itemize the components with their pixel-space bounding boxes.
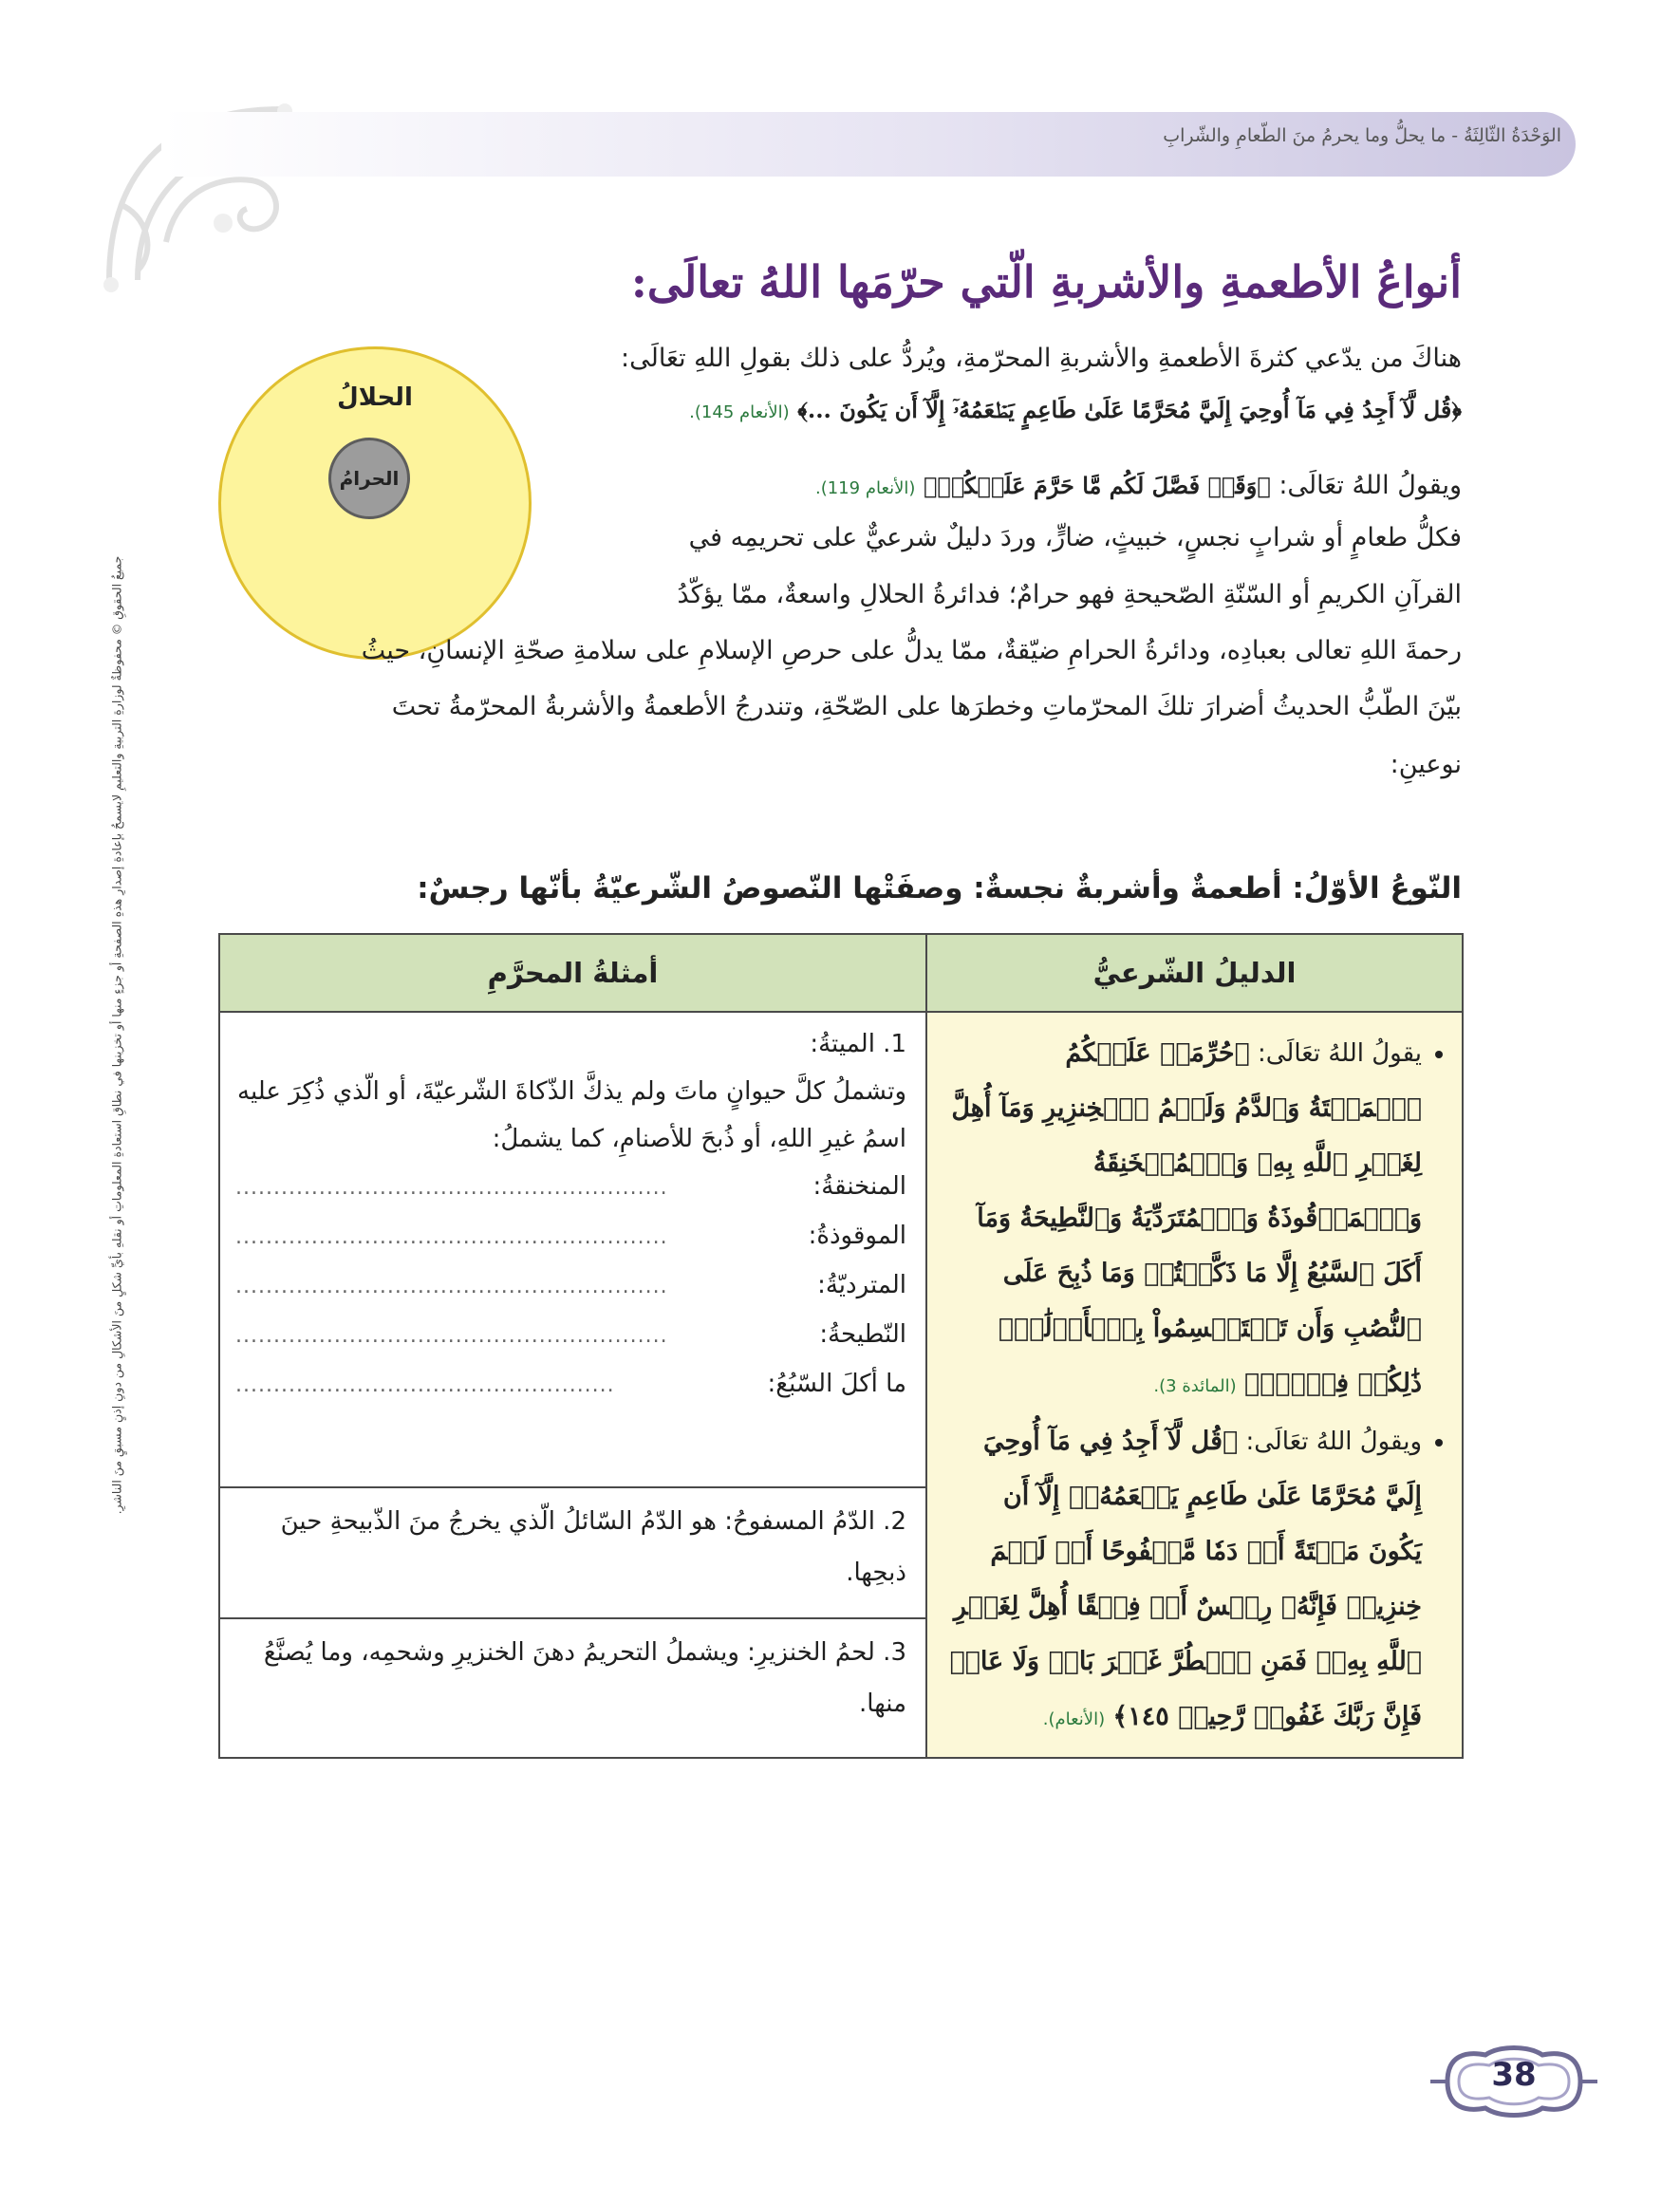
header-evidence: الدليلُ الشّرعيُّ (926, 934, 1463, 1012)
evidence-reference: (الأنعام). (1042, 1709, 1106, 1729)
page-title: أنواعُ الأطعمةِ والأشربةِ الّتي حرّمَها اللهُ تعالَى: (630, 256, 1462, 308)
example-cell-2: 2. الدّمُ المسفوحُ: هو الدّمُ السّائلُ الّذي يخرجُ منَ الذّبيحةِ حينَ ذبحِها. (219, 1487, 926, 1618)
example-cell-3: 3. لحمُ الخنزيرِ: ويشملُ التحريمُ دهنَ الخنزيرِ وشحمِه، وما يُصنَّعُ منها. (219, 1618, 926, 1758)
intro-paragraph-1: هناكَ من يدّعي كثرةَ الأطعمةِ والأشربةِ المحرّمةِ، ويُردُّ على ذلك بقولِ اللهِ تعَالَى: (621, 344, 1462, 373)
evidence-item (944, 1026, 1422, 1414)
fill-blank[interactable]: ......................................................... (235, 1176, 668, 1200)
fill-label: المترديّةُ: (817, 1271, 906, 1299)
intro-paragraph-line: نوعينِ: (1390, 750, 1462, 779)
header-examples: أمثلةُ المحرَّمِ (219, 934, 926, 1012)
fill-row (235, 1212, 906, 1261)
fill-row (235, 1163, 906, 1212)
intro-paragraph-line: القرآنِ الكريمِ أو السّنّةِ الصّحيحةِ فهو حرامٌ؛ فدائرةُ الحلالِ واسعةٌ، ممّا يؤكّدُ (677, 580, 1462, 609)
page-number: 38 (1491, 2056, 1537, 2094)
verse-lead: ويقولُ اللهُ تعَالَى: (1279, 471, 1462, 500)
verse-text: ﴿وَقَدۡ فَصَّلَ لَكُم مَّا حَرَّمَ عَلَيۡكُمۡ﴾ (924, 472, 1271, 499)
intro-paragraph-line: فكلُّ طعامٍ أو شرابٍ نجسٍ، خبيثٍ، ضارٍّ، وردَ دليلٌ شرعيٌّ على تحريمِه في (688, 523, 1462, 552)
verse-reference: (الأنعام 119). (814, 478, 916, 498)
evidence-lead: يقولُ اللهُ تعَالَى: (1258, 1039, 1422, 1068)
evidence-cell (926, 1012, 1463, 1758)
table-row (219, 1012, 1463, 1487)
fill-blank[interactable]: ......................................................... (235, 1225, 668, 1249)
fill-label: المنخنقةُ: (812, 1172, 906, 1201)
example-title: 1. الميتةُ: (810, 1030, 906, 1058)
fill-label: النّطيحةُ: (819, 1320, 906, 1349)
haram-label: الحرامُ (339, 467, 400, 490)
evidence-verse: ﴿قُل لَّآ أَجِدُ فِي مَآ أُوحِيَ إِلَيَّ مُحَرَّمًا عَلَىٰ طَاعِمٍ يَطۡعَمُهُۥٓ إِلَّآ أَن يَكُونَ مَيۡتَةً أَوۡ دَمٗا مَّسۡفُوحًا أَوۡ لَحۡمَ خِنزِيرٖ فَإِنَّهُۥ رِجۡسٌ أَوۡ فِسۡقًا أُهِلَّ لِغَيۡرِ ٱللَّهِ بِهِۦۚ فَمَنِ ٱضۡطُرَّ غَيۡرَ بَاغٖ وَلَا عَادٖ فَإِنَّ رَبَّكَ غَفُورٞ رَّحِيمٞ ١٤٥﴾ (949, 1427, 1422, 1731)
intro-paragraph-line: بيّنَ الطّبُّ الحديثُ أضرارَ تلكَ المحرّماتِ وخطرَها على الصّحّةِ، وتندرجُ الأطعمةُ والأشربةُ المحرّمةُ تحتَ (391, 692, 1462, 721)
evidence-lead: ويقولُ اللهُ تعَالَى: (1245, 1428, 1422, 1456)
example-text: وتشملُ كلَّ حيوانٍ ماتَ ولم يذكَّ الذّكاةَ الشّرعيّةَ، أو الّذي ذُكِرَ عليه اسمُ غيرِ اللهِ، أو ذُبحَ للأصنامِ، كما يشملُ: (237, 1077, 906, 1153)
fill-blank[interactable]: .................................................. (235, 1373, 615, 1397)
intro-verse-1 (689, 395, 1462, 424)
evidence-verse: ﴿حُرِّمَتۡ عَلَيۡكُمُ ٱلۡمَيۡتَةُ وَٱلدَّمُ وَلَحۡمُ ٱلۡخِنزِيرِ وَمَآ أُهِلَّ لِغَيۡرِ ٱللَّهِ بِهِۦ وَٱلۡمُنۡخَنِقَةُ وَٱلۡمَوۡقُوذَةُ وَٱلۡمُتَرَدِّيَةُ وَٱلنَّطِيحَةُ وَمَآ أَكَلَ ٱلسَّبُعُ إِلَّا مَا ذَكَّيۡتُمۡ وَمَا ذُبِحَ عَلَى ٱلنُّصُبِ وَأَن تَسۡتَقۡسِمُواْ بِٱلۡأَزۡلَٰمِۚ ذَٰلِكُمۡ فِسۡقٌۗ﴾ (951, 1038, 1422, 1398)
verse-text: ﴿قُل لَّآ أَجِدُ فِي مَآ أُوحِيَ إِلَيَّ مُحَرَّمًا عَلَىٰ طَاعِمٍ يَطۡعَمُهُۥٓ إِلَّآ أَن يَكُونَ ...﴾ (797, 396, 1462, 423)
halal-label: الحلالُ (337, 383, 413, 412)
haram-circle (328, 438, 410, 519)
fill-blank[interactable]: ......................................................... (235, 1275, 668, 1298)
table-header-row (219, 934, 1463, 1012)
section-title: النّوعُ الأوّلُ: أطعمةٌ وأشربةٌ نجسةٌ: وصفَتْها النّصوصُ الشّرعيّةُ بأنّها رجسٌ: (417, 871, 1462, 905)
example-cell-1 (219, 1012, 926, 1487)
copyright-notice: جميعُ الحقوقِ © محفوظةٌ لوزارةِ التربيةِ والتعليمِ لايسمحُ بإعادةِ إصدارِ هذهِ الصفحةِ أو جزءٍ منها أو تخزينها في نطاقِ استعادةِ المعلوماتِ أو نقلهِ بأيِّ شكلٍ منَ الأشكالِ من دونِ إذنٍ مسبقٍ منَ الناشرِ. (109, 555, 124, 1514)
fill-label: ما أكلَ السّبُعُ: (767, 1370, 906, 1398)
fill-row (235, 1311, 906, 1360)
evidence-item (944, 1414, 1422, 1747)
fill-row (235, 1360, 906, 1410)
intro-paragraph-line: رحمةَ اللهِ تعالى بعبادِه، ودائرةُ الحرامِ ضيّقةٌ، ممّا يدلُّ على حرصِ الإسلامِ على سلامةِ صحّةِ الإنسانِ، حيثُ (361, 636, 1462, 665)
fill-blank[interactable]: ......................................................... (235, 1324, 668, 1348)
forbidden-foods-table (218, 933, 1464, 1759)
fill-row (235, 1261, 906, 1311)
halal-circle (218, 346, 532, 660)
intro-verse-2 (815, 471, 1462, 500)
fill-label: الموقوذةُ: (808, 1222, 906, 1250)
verse-reference: (الأنعام 145). (689, 402, 790, 422)
evidence-reference: (المائدة 3). (1153, 1376, 1237, 1396)
unit-header-text: الوَحْدَةُ الثّالِثَةُ - ما يحلُّ وما يحرمُ منَ الطّعامِ والشّرابِ (1163, 125, 1561, 146)
